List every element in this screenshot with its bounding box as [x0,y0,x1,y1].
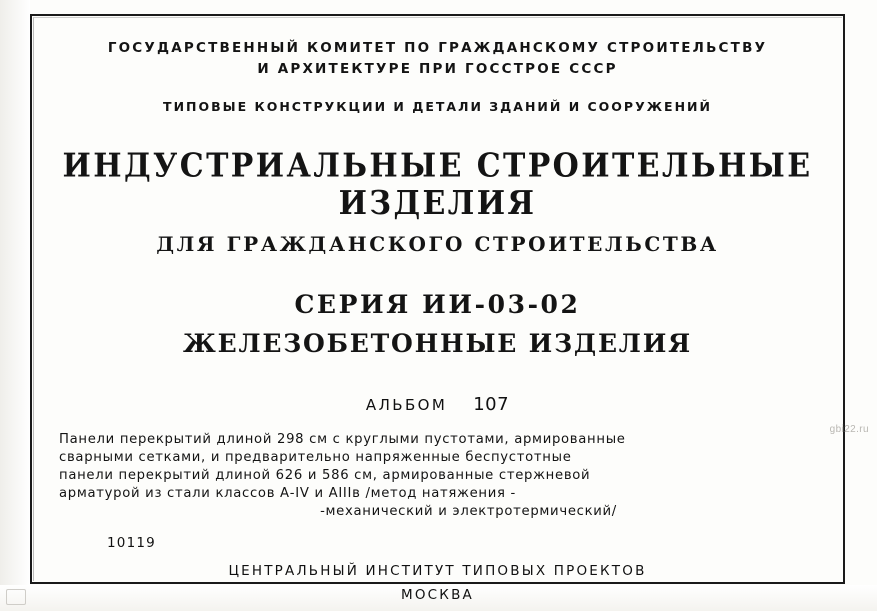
series-product-type: ЖЕЛЕЗОБЕТОННЫЕ ИЗДЕЛИЯ [183,329,692,358]
album-description-line-4: арматурой из стали классов А-IV и АIIIв /метод натяжения - [59,486,517,501]
album-row [45,394,830,415]
watermark-text: gbi22.ru [829,424,869,435]
album-description [45,431,830,521]
document-category: ТИПОВЫЕ КОНСТРУКЦИИ И ДЕТАЛИ ЗДАНИЙ И СООРУЖЕНИЙ [163,99,712,114]
series-designation: СЕРИЯ ИИ-03-02 [294,290,581,319]
album-description-line-3: панели перекрытий длиной 626 и 586 см, армированные стержневой [59,468,591,483]
publisher-institute: ЦЕНТРАЛЬНЫЙ ИНСТИТУТ ТИПОВЫХ ПРОЕКТОВ [228,563,647,579]
scan-corner-mark [6,589,26,605]
album-description-line-5: -механический и электротермический/ [320,504,617,519]
page-subtitle: ДЛЯ ГРАЖДАНСКОГО СТРОИТЕЛЬСТВА [156,232,719,256]
scan-edge-left [0,0,30,611]
page-title: ИНДУСТРИАЛЬНЫЕ СТРОИТЕЛЬНЫЕ ИЗДЕЛИЯ [62,147,813,223]
album-label: АЛЬБОМ [365,396,448,414]
album-description-line-1: Панели перекрытий длиной 298 см с круглыми пустотами, армированные [59,432,626,447]
document-code: 10119 [107,535,156,551]
issuing-organization-line-1: ГОСУДАРСТВЕННЫЙ КОМИТЕТ ПО ГРАЖДАНСКОМУ СТРОИТЕЛЬСТВУ [107,40,768,56]
album-number: 107 [473,394,510,415]
title-page-content [45,26,830,603]
album-description-line-2: сварными сетками, и предварительно напряженные беспустотные [59,450,572,465]
issuing-organization-line-2: И АРХИТЕКТУРЕ ПРИ ГОССТРОЕ СССР [257,61,618,77]
publisher-city: МОСКВА [401,587,474,603]
